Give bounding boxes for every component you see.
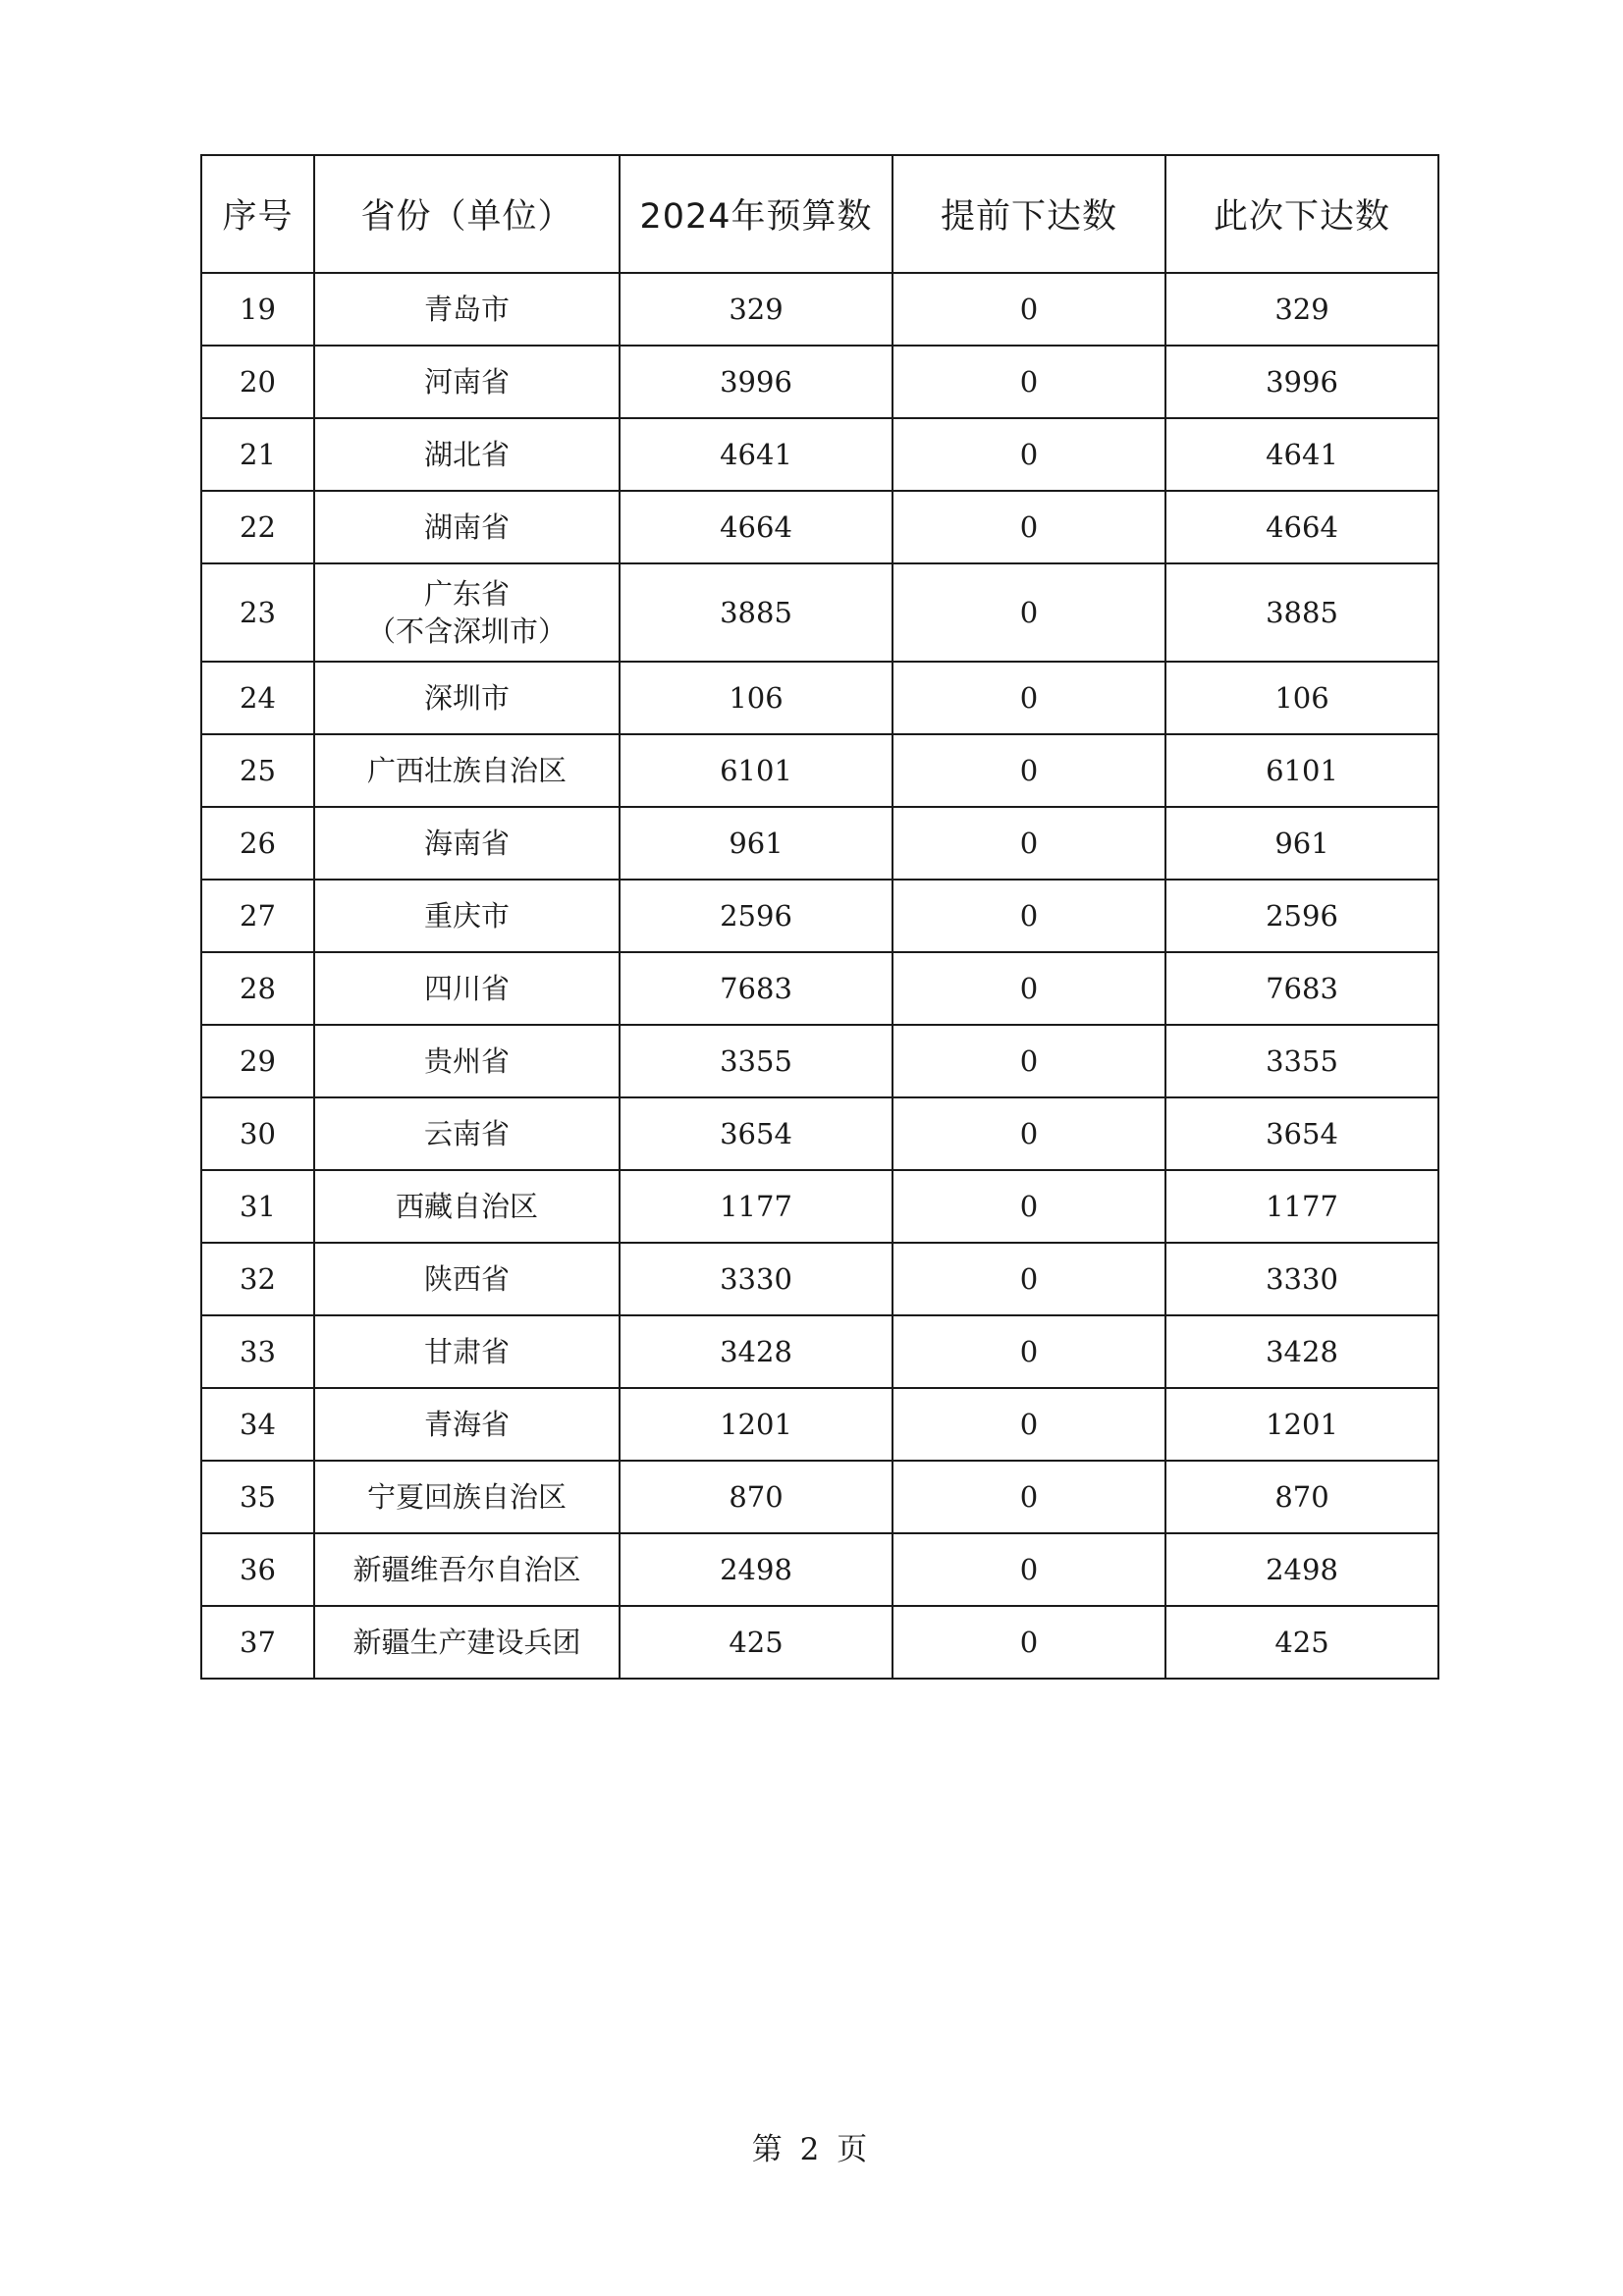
cell-serial-number: 30 [201, 1097, 314, 1170]
cell-budget-2024: 425 [620, 1606, 893, 1679]
cell-province [314, 1315, 620, 1388]
table-row [201, 346, 1438, 418]
cell-budget-2024: 106 [620, 662, 893, 734]
cell-current-allocation: 1177 [1165, 1170, 1438, 1243]
cell-current-allocation: 3996 [1165, 346, 1438, 418]
cell-advance-allocation: 0 [893, 1533, 1165, 1606]
cell-advance-allocation: 0 [893, 563, 1165, 662]
cell-current-allocation: 6101 [1165, 734, 1438, 807]
cell-serial-number: 22 [201, 491, 314, 563]
cell-advance-allocation: 0 [893, 491, 1165, 563]
cell-province [314, 1097, 620, 1170]
cell-advance-allocation: 0 [893, 273, 1165, 346]
cell-budget-2024: 4641 [620, 418, 893, 491]
cell-current-allocation: 2498 [1165, 1533, 1438, 1606]
cell-budget-2024: 961 [620, 807, 893, 880]
cell-advance-allocation: 0 [893, 1606, 1165, 1679]
cell-current-allocation: 961 [1165, 807, 1438, 880]
cell-current-allocation: 3885 [1165, 563, 1438, 662]
cell-province [314, 1243, 620, 1315]
cell-serial-number: 29 [201, 1025, 314, 1097]
page-number: 第 2 页 [751, 2132, 872, 2167]
province-name: 重庆市 [423, 899, 510, 933]
province-name: 河南省 [423, 365, 510, 399]
cell-budget-2024: 3428 [620, 1315, 893, 1388]
cell-serial-number: 36 [201, 1533, 314, 1606]
table-row [201, 418, 1438, 491]
cell-advance-allocation: 0 [893, 662, 1165, 734]
province-name: 云南省 [423, 1117, 510, 1150]
province-note: （不含深圳市） [366, 614, 567, 648]
cell-province [314, 734, 620, 807]
cell-serial-number: 26 [201, 807, 314, 880]
cell-budget-2024: 1177 [620, 1170, 893, 1243]
cell-province [314, 1388, 620, 1461]
table-row [201, 491, 1438, 563]
province-name: 陕西省 [423, 1262, 510, 1296]
cell-current-allocation: 4641 [1165, 418, 1438, 491]
cell-serial-number: 32 [201, 1243, 314, 1315]
province-name: 西藏自治区 [395, 1190, 538, 1223]
province-name: 广东省 [423, 577, 510, 611]
cell-advance-allocation: 0 [893, 1025, 1165, 1097]
cell-serial-number: 24 [201, 662, 314, 734]
cell-serial-number: 27 [201, 880, 314, 952]
cell-budget-2024: 3996 [620, 346, 893, 418]
header-current-allocation: 此次下达数 [1165, 155, 1438, 273]
cell-serial-number: 25 [201, 734, 314, 807]
cell-province [314, 1025, 620, 1097]
cell-serial-number: 34 [201, 1388, 314, 1461]
province-name: 湖南省 [423, 510, 510, 544]
cell-advance-allocation: 0 [893, 418, 1165, 491]
cell-province [314, 418, 620, 491]
cell-budget-2024: 4664 [620, 491, 893, 563]
province-name: 新疆生产建设兵团 [352, 1626, 581, 1659]
cell-serial-number: 21 [201, 418, 314, 491]
cell-advance-allocation: 0 [893, 734, 1165, 807]
table-row [201, 807, 1438, 880]
cell-advance-allocation: 0 [893, 880, 1165, 952]
cell-advance-allocation: 0 [893, 1243, 1165, 1315]
cell-serial-number: 35 [201, 1461, 314, 1533]
table-row [201, 273, 1438, 346]
cell-province [314, 880, 620, 952]
cell-budget-2024: 3355 [620, 1025, 893, 1097]
cell-current-allocation: 106 [1165, 662, 1438, 734]
cell-serial-number: 20 [201, 346, 314, 418]
table-row [201, 1533, 1438, 1606]
cell-current-allocation: 3428 [1165, 1315, 1438, 1388]
cell-province [314, 1461, 620, 1533]
cell-budget-2024: 1201 [620, 1388, 893, 1461]
cell-serial-number: 23 [201, 563, 314, 662]
table-body [201, 273, 1438, 1679]
cell-current-allocation: 425 [1165, 1606, 1438, 1679]
table-row [201, 1170, 1438, 1243]
cell-province [314, 1533, 620, 1606]
cell-budget-2024: 329 [620, 273, 893, 346]
cell-current-allocation: 329 [1165, 273, 1438, 346]
cell-province [314, 1170, 620, 1243]
province-name: 贵州省 [423, 1044, 510, 1078]
province-name: 湖北省 [423, 438, 510, 471]
cell-serial-number: 28 [201, 952, 314, 1025]
cell-current-allocation: 2596 [1165, 880, 1438, 952]
cell-province [314, 563, 620, 662]
province-name: 青海省 [423, 1408, 510, 1441]
cell-budget-2024: 6101 [620, 734, 893, 807]
cell-serial-number: 37 [201, 1606, 314, 1679]
header-advance-allocation: 提前下达数 [893, 155, 1165, 273]
table-header-row [201, 155, 1438, 273]
cell-province [314, 952, 620, 1025]
cell-current-allocation: 3330 [1165, 1243, 1438, 1315]
cell-budget-2024: 2596 [620, 880, 893, 952]
province-name: 海南省 [423, 827, 510, 860]
province-name: 深圳市 [423, 681, 510, 715]
cell-advance-allocation: 0 [893, 1315, 1165, 1388]
cell-budget-2024: 3330 [620, 1243, 893, 1315]
cell-serial-number: 31 [201, 1170, 314, 1243]
cell-advance-allocation: 0 [893, 1388, 1165, 1461]
cell-advance-allocation: 0 [893, 952, 1165, 1025]
table-row [201, 952, 1438, 1025]
cell-serial-number: 19 [201, 273, 314, 346]
header-budget-2024: 2024年预算数 [620, 155, 893, 273]
cell-advance-allocation: 0 [893, 1170, 1165, 1243]
cell-province [314, 273, 620, 346]
header-province: 省份（单位） [314, 155, 620, 273]
table-row [201, 1025, 1438, 1097]
budget-allocation-table [200, 154, 1439, 1680]
cell-current-allocation: 3355 [1165, 1025, 1438, 1097]
cell-province [314, 807, 620, 880]
province-name: 青岛市 [423, 293, 510, 326]
cell-budget-2024: 2498 [620, 1533, 893, 1606]
table-row [201, 563, 1438, 662]
table-row [201, 1315, 1438, 1388]
cell-province [314, 346, 620, 418]
cell-current-allocation: 4664 [1165, 491, 1438, 563]
cell-budget-2024: 3654 [620, 1097, 893, 1170]
table-row [201, 1097, 1438, 1170]
province-name: 新疆维吾尔自治区 [352, 1553, 581, 1586]
cell-advance-allocation: 0 [893, 1461, 1165, 1533]
province-name: 广西壮族自治区 [366, 754, 567, 787]
cell-serial-number: 33 [201, 1315, 314, 1388]
table-row [201, 734, 1438, 807]
cell-current-allocation: 870 [1165, 1461, 1438, 1533]
province-name: 四川省 [423, 972, 510, 1005]
cell-budget-2024: 870 [620, 1461, 893, 1533]
table-row [201, 1461, 1438, 1533]
table-row [201, 880, 1438, 952]
cell-budget-2024: 3885 [620, 563, 893, 662]
cell-province [314, 491, 620, 563]
cell-current-allocation: 3654 [1165, 1097, 1438, 1170]
cell-budget-2024: 7683 [620, 952, 893, 1025]
table-row [201, 662, 1438, 734]
cell-current-allocation: 7683 [1165, 952, 1438, 1025]
province-name: 甘肃省 [423, 1335, 510, 1368]
table-row [201, 1243, 1438, 1315]
table-row [201, 1606, 1438, 1679]
cell-current-allocation: 1201 [1165, 1388, 1438, 1461]
province-name: 宁夏回族自治区 [366, 1480, 567, 1514]
cell-province [314, 1606, 620, 1679]
cell-advance-allocation: 0 [893, 346, 1165, 418]
cell-advance-allocation: 0 [893, 1097, 1165, 1170]
cell-province [314, 662, 620, 734]
table-row [201, 1388, 1438, 1461]
cell-advance-allocation: 0 [893, 807, 1165, 880]
header-serial-number: 序号 [201, 155, 314, 273]
